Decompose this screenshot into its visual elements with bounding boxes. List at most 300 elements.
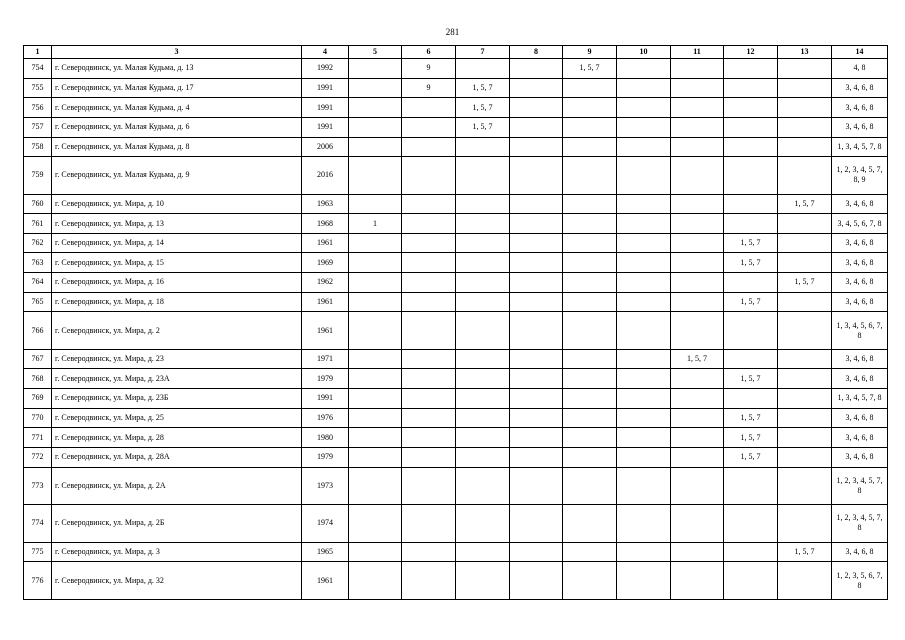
table-row: [24, 78, 888, 98]
col10-cell: [617, 157, 671, 194]
col9-cell: [563, 137, 617, 157]
col13-cell: [778, 447, 832, 467]
col14-cell: 3, 4, 6, 8: [832, 349, 888, 369]
address-cell: г. Северодвинск, ул. Мира, д. 23: [52, 349, 302, 369]
col11-cell: [671, 542, 724, 562]
row-number: 757: [24, 117, 52, 137]
table-row: [24, 369, 888, 389]
col6-cell: [402, 467, 456, 504]
col8-cell: [510, 447, 563, 467]
table-row: [24, 214, 888, 234]
col14-cell: 3, 4, 6, 8: [832, 194, 888, 214]
col10-cell: [617, 349, 671, 369]
column-header: 4: [302, 46, 349, 59]
col13-cell: [778, 292, 832, 312]
col9-cell: 1, 5, 7: [563, 59, 617, 79]
col5-cell: [349, 562, 402, 600]
column-header: 9: [563, 46, 617, 59]
year-cell: 1968: [302, 214, 349, 234]
table-row: [24, 505, 888, 542]
address-cell: г. Северодвинск, ул. Мира, д. 2: [52, 312, 302, 349]
col13-cell: [778, 157, 832, 194]
table-row: [24, 408, 888, 428]
col6-cell: 9: [402, 78, 456, 98]
col8-cell: [510, 78, 563, 98]
row-number: 769: [24, 389, 52, 409]
address-cell: г. Северодвинск, ул. Малая Кудьма, д. 9: [52, 157, 302, 194]
col13-cell: [778, 78, 832, 98]
col5-cell: [349, 505, 402, 542]
col5-cell: [349, 408, 402, 428]
address-cell: г. Северодвинск, ул. Мира, д. 2Б: [52, 505, 302, 542]
col5-cell: [349, 137, 402, 157]
column-header: 7: [456, 46, 510, 59]
year-cell: 1991: [302, 117, 349, 137]
col9-cell: [563, 98, 617, 118]
col14-cell: 3, 4, 6, 8: [832, 253, 888, 273]
col11-cell: [671, 467, 724, 504]
table-row: [24, 562, 888, 600]
row-number: 762: [24, 233, 52, 253]
column-header: 3: [52, 46, 302, 59]
col8-cell: [510, 117, 563, 137]
row-number: 763: [24, 253, 52, 273]
row-number: 772: [24, 447, 52, 467]
table-row: [24, 428, 888, 448]
col8-cell: [510, 505, 563, 542]
col14-cell: 3, 4, 5, 6, 7, 8: [832, 214, 888, 234]
year-cell: 1974: [302, 505, 349, 542]
year-cell: 1976: [302, 408, 349, 428]
col9-cell: [563, 233, 617, 253]
col11-cell: [671, 562, 724, 600]
col12-cell: 1, 5, 7: [724, 408, 778, 428]
col6-cell: [402, 194, 456, 214]
col12-cell: 1, 5, 7: [724, 253, 778, 273]
col8-cell: [510, 233, 563, 253]
address-cell: г. Северодвинск, ул. Малая Кудьма, д. 8: [52, 137, 302, 157]
col10-cell: [617, 562, 671, 600]
year-cell: 1973: [302, 467, 349, 504]
col6-cell: [402, 292, 456, 312]
address-cell: г. Северодвинск, ул. Мира, д. 23Б: [52, 389, 302, 409]
col12-cell: [724, 542, 778, 562]
col6-cell: [402, 273, 456, 293]
col5-cell: [349, 273, 402, 293]
col14-cell: 1, 3, 4, 5, 7, 8: [832, 389, 888, 409]
col11-cell: [671, 428, 724, 448]
col8-cell: [510, 369, 563, 389]
col10-cell: [617, 253, 671, 273]
col5-cell: [349, 78, 402, 98]
col13-cell: 1, 5, 7: [778, 273, 832, 293]
col6-cell: [402, 98, 456, 118]
row-number: 771: [24, 428, 52, 448]
address-cell: г. Северодвинск, ул. Мира, д. 25: [52, 408, 302, 428]
col9-cell: [563, 562, 617, 600]
col5-cell: [349, 292, 402, 312]
col10-cell: [617, 117, 671, 137]
col14-cell: 3, 4, 6, 8: [832, 98, 888, 118]
col12-cell: [724, 349, 778, 369]
col5-cell: [349, 369, 402, 389]
col12-cell: [724, 157, 778, 194]
col9-cell: [563, 408, 617, 428]
col13-cell: [778, 59, 832, 79]
col10-cell: [617, 194, 671, 214]
col6-cell: [402, 389, 456, 409]
col6-cell: [402, 233, 456, 253]
col6-cell: [402, 253, 456, 273]
col10-cell: [617, 233, 671, 253]
row-number: 760: [24, 194, 52, 214]
col5-cell: [349, 428, 402, 448]
address-cell: г. Северодвинск, ул. Мира, д. 13: [52, 214, 302, 234]
col8-cell: [510, 389, 563, 409]
year-cell: 1979: [302, 369, 349, 389]
column-header: 6: [402, 46, 456, 59]
year-cell: 1991: [302, 78, 349, 98]
col11-cell: [671, 59, 724, 79]
table-row: [24, 194, 888, 214]
col8-cell: [510, 312, 563, 349]
address-cell: г. Северодвинск, ул. Мира, д. 16: [52, 273, 302, 293]
col14-cell: 3, 4, 6, 8: [832, 78, 888, 98]
col10-cell: [617, 428, 671, 448]
col10-cell: [617, 137, 671, 157]
col13-cell: [778, 253, 832, 273]
row-number: 756: [24, 98, 52, 118]
table-row: [24, 233, 888, 253]
col12-cell: [724, 273, 778, 293]
col12-cell: 1, 5, 7: [724, 369, 778, 389]
col10-cell: [617, 542, 671, 562]
col6-cell: [402, 137, 456, 157]
col11-cell: [671, 292, 724, 312]
col13-cell: [778, 389, 832, 409]
col9-cell: [563, 428, 617, 448]
address-cell: г. Северодвинск, ул. Мира, д. 23А: [52, 369, 302, 389]
row-number: 775: [24, 542, 52, 562]
col14-cell: 1, 2, 3, 4, 5, 7, 8, 9: [832, 157, 888, 194]
address-cell: г. Северодвинск, ул. Мира, д. 10: [52, 194, 302, 214]
page-number: 281: [445, 27, 460, 37]
col13-cell: 1, 5, 7: [778, 542, 832, 562]
col12-cell: [724, 194, 778, 214]
col12-cell: [724, 214, 778, 234]
col13-cell: [778, 467, 832, 504]
year-cell: 1969: [302, 253, 349, 273]
col12-cell: 1, 5, 7: [724, 233, 778, 253]
col11-cell: [671, 137, 724, 157]
col7-cell: [456, 447, 510, 467]
col11-cell: [671, 253, 724, 273]
col13-cell: [778, 369, 832, 389]
col9-cell: [563, 369, 617, 389]
col7-cell: [456, 157, 510, 194]
col8-cell: [510, 349, 563, 369]
col9-cell: [563, 78, 617, 98]
col11-cell: [671, 157, 724, 194]
col8-cell: [510, 157, 563, 194]
table-row: [24, 98, 888, 118]
col13-cell: [778, 117, 832, 137]
year-cell: 1963: [302, 194, 349, 214]
table-row: [24, 273, 888, 293]
row-number: 776: [24, 562, 52, 600]
column-header: 14: [832, 46, 888, 59]
col14-cell: 3, 4, 6, 8: [832, 292, 888, 312]
col6-cell: [402, 214, 456, 234]
col7-cell: [456, 59, 510, 79]
col10-cell: [617, 312, 671, 349]
col13-cell: [778, 312, 832, 349]
col7-cell: [456, 428, 510, 448]
row-number: 767: [24, 349, 52, 369]
year-cell: 2006: [302, 137, 349, 157]
col6-cell: [402, 447, 456, 467]
col12-cell: [724, 467, 778, 504]
col7-cell: [456, 562, 510, 600]
col13-cell: 1, 5, 7: [778, 194, 832, 214]
col10-cell: [617, 467, 671, 504]
col13-cell: [778, 562, 832, 600]
col10-cell: [617, 214, 671, 234]
col12-cell: 1, 5, 7: [724, 292, 778, 312]
row-number: 761: [24, 214, 52, 234]
col14-cell: 3, 4, 6, 8: [832, 408, 888, 428]
col12-cell: [724, 98, 778, 118]
col9-cell: [563, 253, 617, 273]
col7-cell: [456, 408, 510, 428]
col10-cell: [617, 98, 671, 118]
col6-cell: [402, 428, 456, 448]
col8-cell: [510, 428, 563, 448]
address-cell: г. Северодвинск, ул. Мира, д. 15: [52, 253, 302, 273]
year-cell: 1961: [302, 312, 349, 349]
table-row: [24, 542, 888, 562]
address-cell: г. Северодвинск, ул. Мира, д. 18: [52, 292, 302, 312]
col14-cell: 3, 4, 6, 8: [832, 542, 888, 562]
col12-cell: [724, 562, 778, 600]
col9-cell: [563, 292, 617, 312]
row-number: 764: [24, 273, 52, 293]
table-row: [24, 59, 888, 79]
col8-cell: [510, 98, 563, 118]
col5-cell: [349, 542, 402, 562]
col14-cell: 3, 4, 6, 8: [832, 233, 888, 253]
col6-cell: [402, 542, 456, 562]
col11-cell: [671, 233, 724, 253]
col13-cell: [778, 214, 832, 234]
row-number: 774: [24, 505, 52, 542]
column-header: 1: [24, 46, 52, 59]
col7-cell: [456, 292, 510, 312]
year-cell: 1961: [302, 562, 349, 600]
col10-cell: [617, 78, 671, 98]
col6-cell: [402, 157, 456, 194]
table-body: [24, 59, 888, 600]
col14-cell: 1, 2, 3, 4, 5, 7, 8: [832, 505, 888, 542]
year-cell: 1979: [302, 447, 349, 467]
year-cell: 1991: [302, 98, 349, 118]
table-row: [24, 447, 888, 467]
col7-cell: [456, 194, 510, 214]
col9-cell: [563, 273, 617, 293]
col5-cell: [349, 194, 402, 214]
row-number: 754: [24, 59, 52, 79]
column-header: 5: [349, 46, 402, 59]
col10-cell: [617, 292, 671, 312]
column-header: 10: [617, 46, 671, 59]
column-header: 11: [671, 46, 724, 59]
col6-cell: [402, 562, 456, 600]
col8-cell: [510, 194, 563, 214]
col7-cell: [456, 312, 510, 349]
col6-cell: [402, 117, 456, 137]
col9-cell: [563, 214, 617, 234]
col14-cell: 4, 8: [832, 59, 888, 79]
col9-cell: [563, 542, 617, 562]
col5-cell: [349, 312, 402, 349]
col11-cell: [671, 408, 724, 428]
table-row: [24, 389, 888, 409]
col9-cell: [563, 194, 617, 214]
col8-cell: [510, 467, 563, 504]
year-cell: 1961: [302, 292, 349, 312]
col11-cell: [671, 389, 724, 409]
col10-cell: [617, 273, 671, 293]
col7-cell: [456, 233, 510, 253]
address-cell: г. Северодвинск, ул. Мира, д. 3: [52, 542, 302, 562]
year-cell: 1961: [302, 233, 349, 253]
col13-cell: [778, 137, 832, 157]
year-cell: 1971: [302, 349, 349, 369]
table-row: [24, 137, 888, 157]
header-row: [24, 46, 888, 59]
col10-cell: [617, 59, 671, 79]
address-cell: г. Северодвинск, ул. Мира, д. 2А: [52, 467, 302, 504]
col6-cell: [402, 505, 456, 542]
col6-cell: [402, 369, 456, 389]
col7-cell: [456, 542, 510, 562]
table-row: [24, 312, 888, 349]
col12-cell: [724, 389, 778, 409]
col11-cell: [671, 369, 724, 389]
address-cell: г. Северодвинск, ул. Мира, д. 14: [52, 233, 302, 253]
col13-cell: [778, 428, 832, 448]
col11-cell: [671, 273, 724, 293]
col5-cell: 1: [349, 214, 402, 234]
col14-cell: 1, 3, 4, 5, 7, 8: [832, 137, 888, 157]
col11-cell: [671, 98, 724, 118]
col14-cell: 3, 4, 6, 8: [832, 428, 888, 448]
col9-cell: [563, 157, 617, 194]
col13-cell: [778, 505, 832, 542]
year-cell: 1980: [302, 428, 349, 448]
col9-cell: [563, 117, 617, 137]
col12-cell: [724, 137, 778, 157]
col13-cell: [778, 233, 832, 253]
col7-cell: [456, 505, 510, 542]
col6-cell: 9: [402, 59, 456, 79]
col12-cell: [724, 312, 778, 349]
row-number: 765: [24, 292, 52, 312]
year-cell: 1991: [302, 389, 349, 409]
col9-cell: [563, 447, 617, 467]
col10-cell: [617, 389, 671, 409]
col11-cell: [671, 312, 724, 349]
col7-cell: [456, 467, 510, 504]
col7-cell: [456, 349, 510, 369]
row-number: 755: [24, 78, 52, 98]
col7-cell: [456, 389, 510, 409]
col5-cell: [349, 253, 402, 273]
col14-cell: 1, 3, 4, 5, 6, 7, 8: [832, 312, 888, 349]
col5-cell: [349, 233, 402, 253]
col11-cell: [671, 214, 724, 234]
address-cell: г. Северодвинск, ул. Мира, д. 28: [52, 428, 302, 448]
year-cell: 1962: [302, 273, 349, 293]
address-cell: г. Северодвинск, ул. Малая Кудьма, д. 17: [52, 78, 302, 98]
table-row: [24, 349, 888, 369]
column-header: 8: [510, 46, 563, 59]
col10-cell: [617, 408, 671, 428]
col8-cell: [510, 542, 563, 562]
table-row: [24, 117, 888, 137]
address-cell: г. Северодвинск, ул. Мира, д. 32: [52, 562, 302, 600]
col8-cell: [510, 214, 563, 234]
col8-cell: [510, 562, 563, 600]
col12-cell: [724, 59, 778, 79]
year-cell: 2016: [302, 157, 349, 194]
col13-cell: [778, 98, 832, 118]
col5-cell: [349, 59, 402, 79]
col14-cell: 3, 4, 6, 8: [832, 447, 888, 467]
col11-cell: [671, 78, 724, 98]
row-number: 773: [24, 467, 52, 504]
table-row: [24, 253, 888, 273]
col10-cell: [617, 447, 671, 467]
col12-cell: [724, 505, 778, 542]
row-number: 768: [24, 369, 52, 389]
col9-cell: [563, 349, 617, 369]
col8-cell: [510, 137, 563, 157]
table-row: [24, 292, 888, 312]
row-number: 770: [24, 408, 52, 428]
col7-cell: [456, 137, 510, 157]
col7-cell: 1, 5, 7: [456, 117, 510, 137]
col5-cell: [349, 447, 402, 467]
col14-cell: 1, 2, 3, 5, 6, 7, 8: [832, 562, 888, 600]
row-number: 759: [24, 157, 52, 194]
col14-cell: 1, 2, 3, 4, 5, 7, 8: [832, 467, 888, 504]
col10-cell: [617, 505, 671, 542]
col8-cell: [510, 253, 563, 273]
col5-cell: [349, 467, 402, 504]
col12-cell: [724, 78, 778, 98]
table-row: [24, 157, 888, 194]
col11-cell: [671, 117, 724, 137]
col5-cell: [349, 117, 402, 137]
col13-cell: [778, 408, 832, 428]
col13-cell: [778, 349, 832, 369]
col7-cell: [456, 273, 510, 293]
col5-cell: [349, 349, 402, 369]
col7-cell: 1, 5, 7: [456, 98, 510, 118]
col14-cell: 3, 4, 6, 8: [832, 273, 888, 293]
col8-cell: [510, 273, 563, 293]
